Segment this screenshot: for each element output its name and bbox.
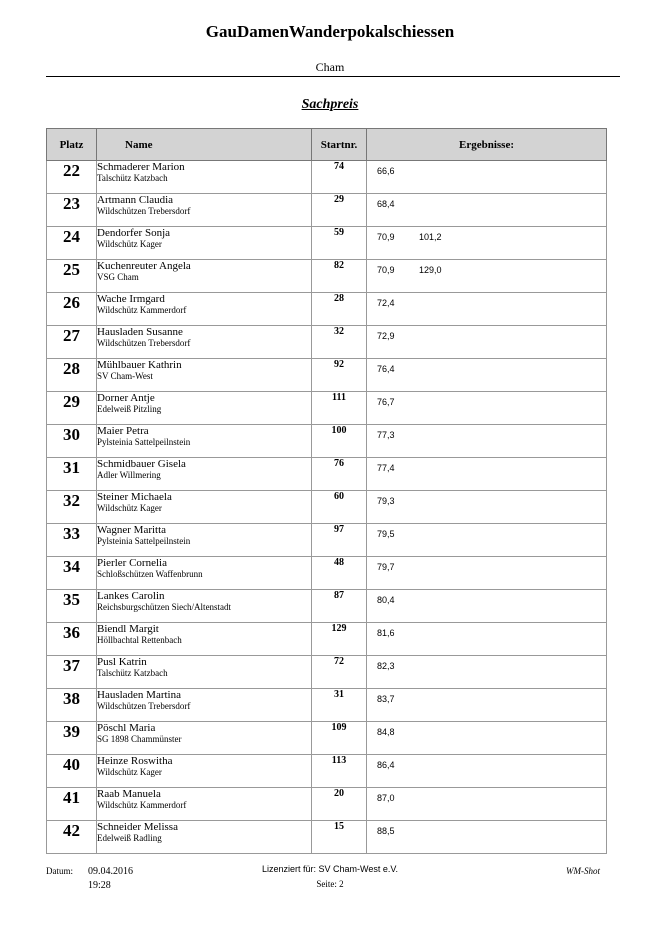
result-value-2: 129,0 bbox=[419, 265, 442, 275]
start-number: 28 bbox=[312, 293, 367, 326]
results-cell bbox=[367, 458, 607, 491]
shooter-cell bbox=[97, 788, 312, 821]
table-row bbox=[47, 656, 607, 689]
table-row bbox=[47, 326, 607, 359]
place-number: 29 bbox=[47, 392, 97, 425]
results-cell bbox=[367, 590, 607, 623]
shooter-name: Heinze Roswitha bbox=[97, 755, 173, 767]
club-name: Höllbachtal Rettenbach bbox=[97, 635, 182, 645]
table-row bbox=[47, 557, 607, 590]
start-number: 109 bbox=[312, 722, 367, 755]
column-header-place: Platz bbox=[47, 129, 97, 161]
results-cell bbox=[367, 557, 607, 590]
result-value: 79,5 bbox=[377, 529, 395, 539]
club-name: Wildschützen Trebersdorf bbox=[97, 206, 191, 216]
result-value: 77,3 bbox=[377, 430, 395, 440]
club-name: Talschütz Katzbach bbox=[97, 173, 168, 183]
table-row bbox=[47, 194, 607, 227]
table-row bbox=[47, 458, 607, 491]
shooter-name: Raab Manuela bbox=[97, 788, 161, 800]
shooter-cell bbox=[97, 722, 312, 755]
club-name: VSG Cham bbox=[97, 272, 139, 282]
shooter-name: Wache Irmgard bbox=[97, 293, 165, 305]
place-number: 33 bbox=[47, 524, 97, 557]
result-value: 80,4 bbox=[377, 595, 395, 605]
start-number: 29 bbox=[312, 194, 367, 227]
place-number: 26 bbox=[47, 293, 97, 326]
shooter-cell bbox=[97, 689, 312, 722]
club-name: Reichsburgschützen Siech/Altenstadt bbox=[97, 602, 232, 612]
result-value: 77,4 bbox=[377, 463, 395, 473]
shooter-cell bbox=[97, 458, 312, 491]
date-label: Datum: bbox=[46, 866, 73, 876]
results-table bbox=[46, 128, 607, 854]
result-value: 88,5 bbox=[377, 826, 395, 836]
start-number: 87 bbox=[312, 590, 367, 623]
print-date: 09.04.2016 bbox=[88, 866, 133, 877]
shooter-cell bbox=[97, 326, 312, 359]
table-row bbox=[47, 755, 607, 788]
shooter-name: Schmidbauer Gisela bbox=[97, 458, 186, 470]
club-name: Wildschützen Trebersdorf bbox=[97, 701, 191, 711]
results-cell bbox=[367, 227, 607, 260]
start-number: 113 bbox=[312, 755, 367, 788]
shooter-name: Artmann Claudia bbox=[97, 194, 174, 206]
start-number: 111 bbox=[312, 392, 367, 425]
shooter-name: Steiner Michaela bbox=[97, 491, 172, 503]
shooter-name: Kuchenreuter Angela bbox=[97, 260, 191, 272]
print-time: 19:28 bbox=[88, 880, 111, 891]
place-number: 36 bbox=[47, 623, 97, 656]
result-value: 79,3 bbox=[377, 496, 395, 506]
table-row bbox=[47, 260, 607, 293]
shooter-cell bbox=[97, 392, 312, 425]
header-rule bbox=[46, 76, 620, 77]
result-value: 66,6 bbox=[377, 166, 395, 176]
club-name: Wildschütz Kager bbox=[97, 503, 162, 513]
start-number: 129 bbox=[312, 623, 367, 656]
table-row bbox=[47, 227, 607, 260]
table-row bbox=[47, 293, 607, 326]
table-row bbox=[47, 689, 607, 722]
place-number: 23 bbox=[47, 194, 97, 227]
shooter-cell bbox=[97, 557, 312, 590]
shooter-name: Pöschl Maria bbox=[97, 722, 156, 734]
club-name: Pylsteinia Sattelpeilnstein bbox=[97, 437, 191, 447]
start-number: 97 bbox=[312, 524, 367, 557]
place-number: 41 bbox=[47, 788, 97, 821]
results-cell bbox=[367, 425, 607, 458]
place-number: 42 bbox=[47, 821, 97, 854]
shooter-name: Maier Petra bbox=[97, 425, 149, 437]
shooter-cell bbox=[97, 755, 312, 788]
club-name: Wildschütz Kager bbox=[97, 239, 162, 249]
table-row bbox=[47, 425, 607, 458]
result-value: 68,4 bbox=[377, 199, 395, 209]
shooter-cell bbox=[97, 425, 312, 458]
club-name: SV Cham-West bbox=[97, 371, 153, 381]
start-number: 31 bbox=[312, 689, 367, 722]
place-number: 27 bbox=[47, 326, 97, 359]
shooter-name: Pusl Katrin bbox=[97, 656, 147, 668]
place-number: 39 bbox=[47, 722, 97, 755]
place-number: 38 bbox=[47, 689, 97, 722]
results-cell bbox=[367, 755, 607, 788]
table-row bbox=[47, 359, 607, 392]
table-row bbox=[47, 590, 607, 623]
start-number: 60 bbox=[312, 491, 367, 524]
results-cell bbox=[367, 326, 607, 359]
results-cell bbox=[367, 656, 607, 689]
results-cell bbox=[367, 722, 607, 755]
results-cell bbox=[367, 194, 607, 227]
result-value: 84,8 bbox=[377, 727, 395, 737]
shooter-name: Mühlbauer Kathrin bbox=[97, 359, 182, 371]
start-number: 15 bbox=[312, 821, 367, 854]
results-cell bbox=[367, 491, 607, 524]
start-number: 76 bbox=[312, 458, 367, 491]
result-value: 72,4 bbox=[377, 298, 395, 308]
software-name: WM-Shot bbox=[566, 866, 600, 876]
start-number: 100 bbox=[312, 425, 367, 458]
shooter-name: Hausladen Martina bbox=[97, 689, 181, 701]
results-cell bbox=[367, 392, 607, 425]
shooter-cell bbox=[97, 821, 312, 854]
result-value: 76,4 bbox=[377, 364, 395, 374]
table-row bbox=[47, 491, 607, 524]
license-text: Lizenziert für: SV Cham-West e.V. bbox=[261, 864, 399, 874]
table-row bbox=[47, 788, 607, 821]
table-row bbox=[47, 623, 607, 656]
page-title: GauDamenWanderpokalschiessen bbox=[205, 22, 455, 41]
shooter-cell bbox=[97, 293, 312, 326]
shooter-cell bbox=[97, 656, 312, 689]
result-value: 87,0 bbox=[377, 793, 395, 803]
table-row bbox=[47, 392, 607, 425]
club-name: SG 1898 Chammünster bbox=[97, 734, 182, 744]
start-number: 59 bbox=[312, 227, 367, 260]
place-number: 31 bbox=[47, 458, 97, 491]
shooter-name: Biendl Margit bbox=[97, 623, 159, 635]
place-number: 28 bbox=[47, 359, 97, 392]
place-number: 24 bbox=[47, 227, 97, 260]
shooter-name: Dendorfer Sonja bbox=[97, 227, 171, 239]
results-cell bbox=[367, 623, 607, 656]
result-value: 86,4 bbox=[377, 760, 395, 770]
place-number: 35 bbox=[47, 590, 97, 623]
result-value: 82,3 bbox=[377, 661, 395, 671]
shooter-cell bbox=[97, 623, 312, 656]
table-row bbox=[47, 821, 607, 854]
results-cell bbox=[367, 821, 607, 854]
table-row bbox=[47, 722, 607, 755]
shooter-cell bbox=[97, 227, 312, 260]
club-name: Wildschützen Trebersdorf bbox=[97, 338, 191, 348]
place-number: 34 bbox=[47, 557, 97, 590]
result-value: 76,7 bbox=[377, 397, 395, 407]
shooter-cell bbox=[97, 359, 312, 392]
club-name: Edelweiß Radling bbox=[97, 833, 162, 843]
shooter-cell bbox=[97, 524, 312, 557]
results-cell bbox=[367, 788, 607, 821]
result-value: 83,7 bbox=[377, 694, 395, 704]
club-name: Wildschütz Kammerdorf bbox=[97, 800, 187, 810]
column-header-results: Ergebnisse: bbox=[367, 129, 607, 161]
result-value: 70,9 bbox=[377, 265, 395, 275]
results-cell bbox=[367, 293, 607, 326]
club-name: Schloßschützen Waffenbrunn bbox=[97, 569, 203, 579]
start-number: 72 bbox=[312, 656, 367, 689]
place-number: 37 bbox=[47, 656, 97, 689]
result-value: 79,7 bbox=[377, 562, 395, 572]
result-value: 81,6 bbox=[377, 628, 395, 638]
club-name: Wildschütz Kager bbox=[97, 767, 162, 777]
results-cell bbox=[367, 359, 607, 392]
location-subtitle: Cham bbox=[315, 60, 345, 74]
club-name: Edelweiß Pitzling bbox=[97, 404, 162, 414]
place-number: 22 bbox=[47, 161, 97, 194]
result-value: 70,9 bbox=[377, 232, 395, 242]
start-number: 20 bbox=[312, 788, 367, 821]
table-row bbox=[47, 524, 607, 557]
shooter-cell bbox=[97, 260, 312, 293]
table-row bbox=[47, 161, 607, 194]
shooter-cell bbox=[97, 491, 312, 524]
result-value: 72,9 bbox=[377, 331, 395, 341]
start-number: 82 bbox=[312, 260, 367, 293]
results-cell bbox=[367, 689, 607, 722]
shooter-name: Pierler Cornelia bbox=[97, 557, 167, 569]
section-title: Sachpreis bbox=[301, 97, 359, 112]
shooter-cell bbox=[97, 194, 312, 227]
club-name: Adler Willmering bbox=[97, 470, 161, 480]
results-cell bbox=[367, 524, 607, 557]
start-number: 48 bbox=[312, 557, 367, 590]
club-name: Pylsteinia Sattelpeilnstein bbox=[97, 536, 191, 546]
start-number: 92 bbox=[312, 359, 367, 392]
shooter-name: Schmaderer Marion bbox=[97, 161, 185, 173]
results-cell bbox=[367, 260, 607, 293]
shooter-name: Lankes Carolin bbox=[97, 590, 165, 602]
shooter-cell bbox=[97, 161, 312, 194]
column-header-start: Startnr. bbox=[312, 129, 367, 161]
place-number: 25 bbox=[47, 260, 97, 293]
shooter-name: Dorner Antje bbox=[97, 392, 155, 404]
shooter-name: Wagner Maritta bbox=[97, 524, 167, 536]
column-header-name: Name bbox=[97, 129, 312, 161]
start-number: 32 bbox=[312, 326, 367, 359]
club-name: Wildschütz Kammerdorf bbox=[97, 305, 187, 315]
place-number: 32 bbox=[47, 491, 97, 524]
shooter-cell bbox=[97, 590, 312, 623]
result-value-2: 101,2 bbox=[419, 232, 442, 242]
club-name: Talschütz Katzbach bbox=[97, 668, 168, 678]
results-cell bbox=[367, 161, 607, 194]
place-number: 40 bbox=[47, 755, 97, 788]
start-number: 74 bbox=[312, 161, 367, 194]
shooter-name: Schneider Melissa bbox=[97, 821, 178, 833]
shooter-name: Hausladen Susanne bbox=[97, 326, 183, 338]
place-number: 30 bbox=[47, 425, 97, 458]
table-header-row bbox=[47, 129, 607, 161]
page-number: Seite: 2 bbox=[316, 879, 344, 889]
